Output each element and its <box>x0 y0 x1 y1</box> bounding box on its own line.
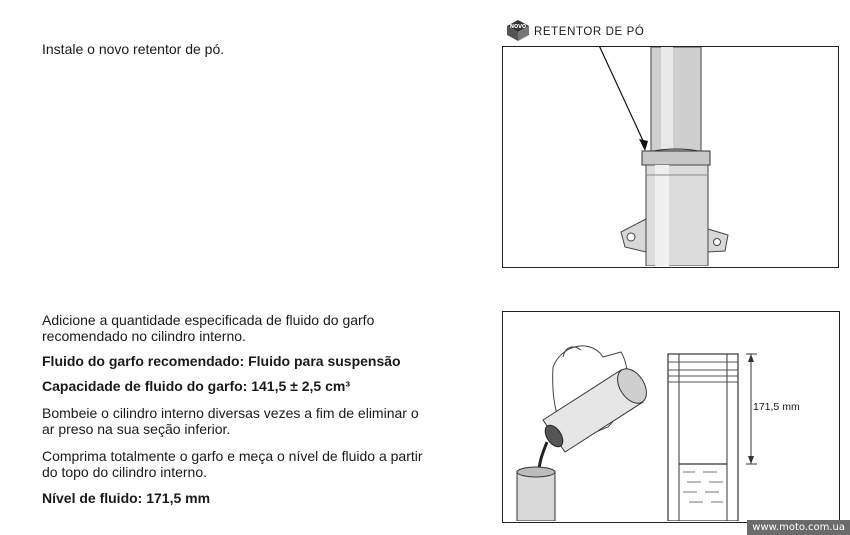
figure-fluid-level <box>502 311 840 523</box>
spec-recommended-fluid: Fluido do garfo recomendado: Fluido para suspensão <box>42 353 401 369</box>
dust-seal-illustration <box>503 47 837 266</box>
fluid-level-dimension: 171,5 mm <box>753 401 800 413</box>
instruction-install-seal: Instale o novo retentor de pó. <box>42 41 225 57</box>
new-badge-text: NOVO <box>509 24 527 30</box>
figure-dust-seal <box>502 46 839 268</box>
paragraph-add-fluid-2: recomendado no cilindro interno. <box>42 328 246 344</box>
spec-fluid-capacity: Capacidade de fluido do garfo: 141,5 ± 2,5 cm³ <box>42 378 350 394</box>
spec-fluid-level: Nível de fluido: 171,5 mm <box>42 490 211 506</box>
paragraph-measure-1: Comprima totalmente o garfo e meça o nível de fluido a partir <box>42 448 423 464</box>
new-part-icon <box>505 16 531 42</box>
dust-seal-callout: RETENTOR DE PÓ <box>534 26 645 38</box>
paragraph-pump-1: Bombeie o cilindro interno diversas vezes a fim de eliminar o <box>42 405 419 421</box>
fluid-level-illustration <box>503 312 838 521</box>
paragraph-pump-2: ar preso na sua seção inferior. <box>42 421 231 437</box>
paragraph-measure-2: do topo do cilindro interno. <box>42 464 207 480</box>
site-watermark: www.moto.com.ua <box>747 520 850 535</box>
paragraph-add-fluid-1: Adicione a quantidade especificada de fluido do garfo <box>42 312 375 328</box>
